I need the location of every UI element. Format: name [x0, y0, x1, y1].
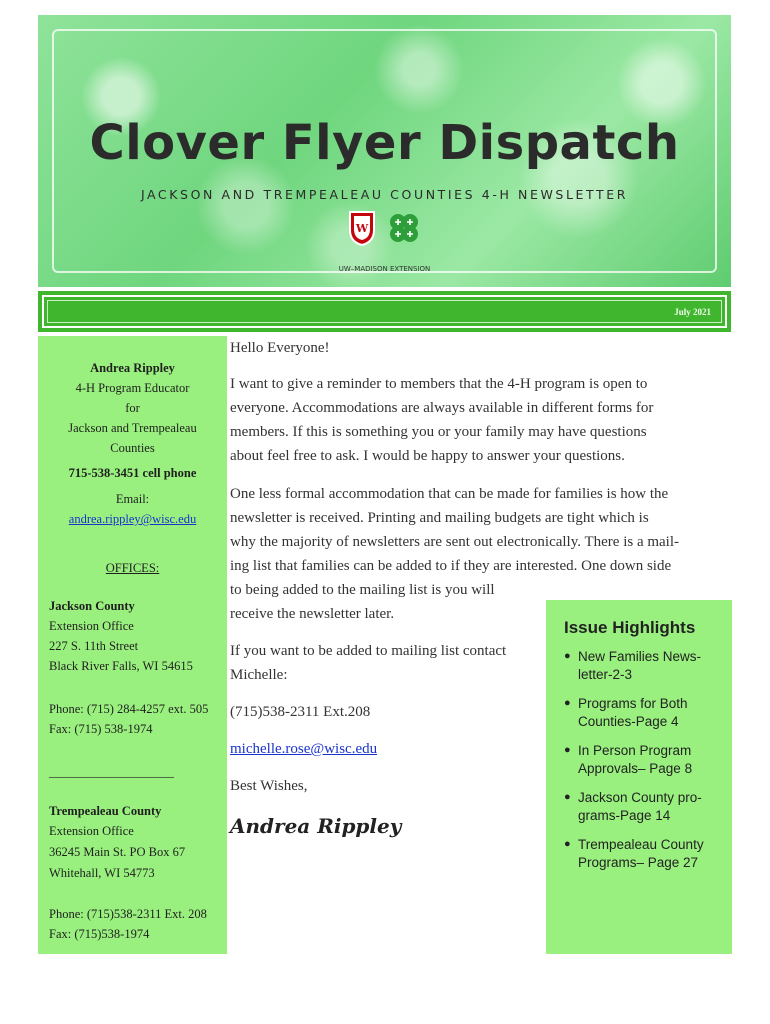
jackson-office-type: Extension Office — [49, 619, 134, 633]
jackson-office-name: Jackson County — [49, 599, 135, 613]
signature: Andrea Rippley — [230, 814, 402, 838]
paragraph-line: One less formal accommodation that can be made for families is how the — [230, 486, 669, 502]
newsletter-subtitle: JACKSON AND TREMPEALEAU COUNTIES 4-H NEWSLETTER — [140, 187, 629, 202]
offices-heading: OFFICES: — [105, 561, 160, 575]
email-label: Email: — [115, 492, 150, 506]
jackson-office-fax: Fax: (715) 538-1974 — [49, 722, 153, 736]
highlights-list — [562, 648, 722, 883]
bullet-icon: ● — [564, 744, 571, 756]
highlight-line: In Person Program — [578, 743, 692, 758]
contact-for: for — [125, 401, 140, 415]
paragraph-line: ing list that families can be added to if they are interested. One down side — [230, 558, 672, 574]
contact-email-link[interactable]: andrea.rippley@wisc.edu — [68, 512, 197, 526]
email-row — [38, 509, 227, 529]
trempealeau-office-type: Extension Office — [49, 824, 134, 838]
contact-cell-phone: 715-538-3451 cell phone — [68, 466, 197, 480]
highlight-line: Approvals– Page 8 — [578, 760, 693, 776]
contact-sidebar — [38, 336, 227, 954]
newsletter-title: Clover Flyer Dispatch — [89, 115, 680, 171]
uw-crest-icon — [348, 210, 376, 246]
paragraph-line: members. If this is something you or your family may have questions — [230, 424, 647, 440]
highlight-line: Jackson County pro- — [578, 790, 702, 805]
logo-group — [348, 210, 428, 260]
highlight-item — [562, 695, 722, 730]
contact-counties-cont: Counties — [110, 441, 155, 455]
highlight-line: Counties-Page 4 — [578, 713, 679, 729]
date-bar — [38, 291, 731, 332]
highlight-line: Programs for Both — [578, 696, 688, 711]
office-divider: ____________________ — [49, 765, 174, 779]
paragraph-line: Michelle: — [230, 667, 288, 683]
trempealeau-office-phone: Phone: (715)538-2311 Ext. 208 — [49, 907, 207, 921]
contact-email-row — [230, 737, 377, 761]
paragraph-line: receive the newsletter later. — [230, 606, 395, 622]
contact-counties: Jackson and Trempealeau — [68, 421, 197, 435]
highlight-line: letter-2-3 — [578, 666, 633, 682]
contact-phone: (715)538-2311 Ext.208 — [230, 704, 371, 720]
contact-role: 4-H Program Educator — [75, 381, 190, 395]
extension-label: UW–MADISON EXTENSION — [338, 265, 431, 273]
trempealeau-office-fax: Fax: (715)538-1974 — [49, 927, 150, 941]
paragraph-line: I want to give a reminder to members that the 4-H program is open to — [230, 376, 648, 392]
svg-text:W: W — [355, 222, 369, 235]
issue-highlights-box — [546, 600, 732, 954]
bullet-icon: ● — [564, 791, 571, 803]
bullet-icon: ● — [564, 838, 571, 850]
closing: Best Wishes, — [230, 778, 308, 794]
highlight-item — [562, 789, 722, 824]
highlight-line: Trempealeau County — [578, 837, 704, 852]
bullet-icon: ● — [564, 697, 571, 709]
paragraph-line: newsletter is received. Printing and mailing budgets are tight which is — [230, 510, 649, 526]
issue-date: July 2021 — [674, 307, 711, 317]
highlight-line: New Families News- — [578, 649, 702, 664]
highlight-line: grams-Page 14 — [578, 807, 671, 823]
paragraph-line: to being added to the mailing list is you will — [230, 582, 495, 598]
michelle-email-link[interactable]: michelle.rose@wisc.edu — [230, 741, 378, 757]
paragraph-line: If you want to be added to mailing list contact — [230, 643, 507, 659]
newsletter-banner — [38, 15, 731, 287]
trempealeau-office-street: 36245 Main St. PO Box 67 — [49, 845, 186, 859]
trempealeau-office-city: Whitehall, WI 54773 — [49, 866, 155, 880]
contact-name: Andrea Rippley — [90, 361, 175, 375]
four-h-clover-icon — [386, 210, 422, 246]
greeting: Hello Everyone! — [230, 340, 330, 356]
jackson-office-city: Black River Falls, WI 54615 — [49, 659, 193, 673]
jackson-office-phone: Phone: (715) 284-4257 ext. 505 — [49, 702, 209, 716]
date-bar-frame — [42, 295, 727, 328]
bullet-icon: ● — [564, 650, 571, 662]
paragraph-line: why the majority of newsletters are sent out electronically. There is a mail- — [230, 534, 680, 550]
highlight-item — [562, 836, 722, 871]
paragraph-line: about feel free to ask. I would be happy to answer your questions. — [230, 448, 625, 464]
trempealeau-office-name: Trempealeau County — [49, 804, 162, 818]
paragraph-line: everyone. Accommodations are always available in different forms for — [230, 400, 654, 416]
highlight-item — [562, 742, 722, 777]
highlight-line: Programs– Page 27 — [578, 854, 699, 870]
highlight-item — [562, 648, 722, 683]
highlights-title: Issue Highlights — [564, 618, 696, 637]
jackson-office-street: 227 S. 11th Street — [49, 639, 139, 653]
